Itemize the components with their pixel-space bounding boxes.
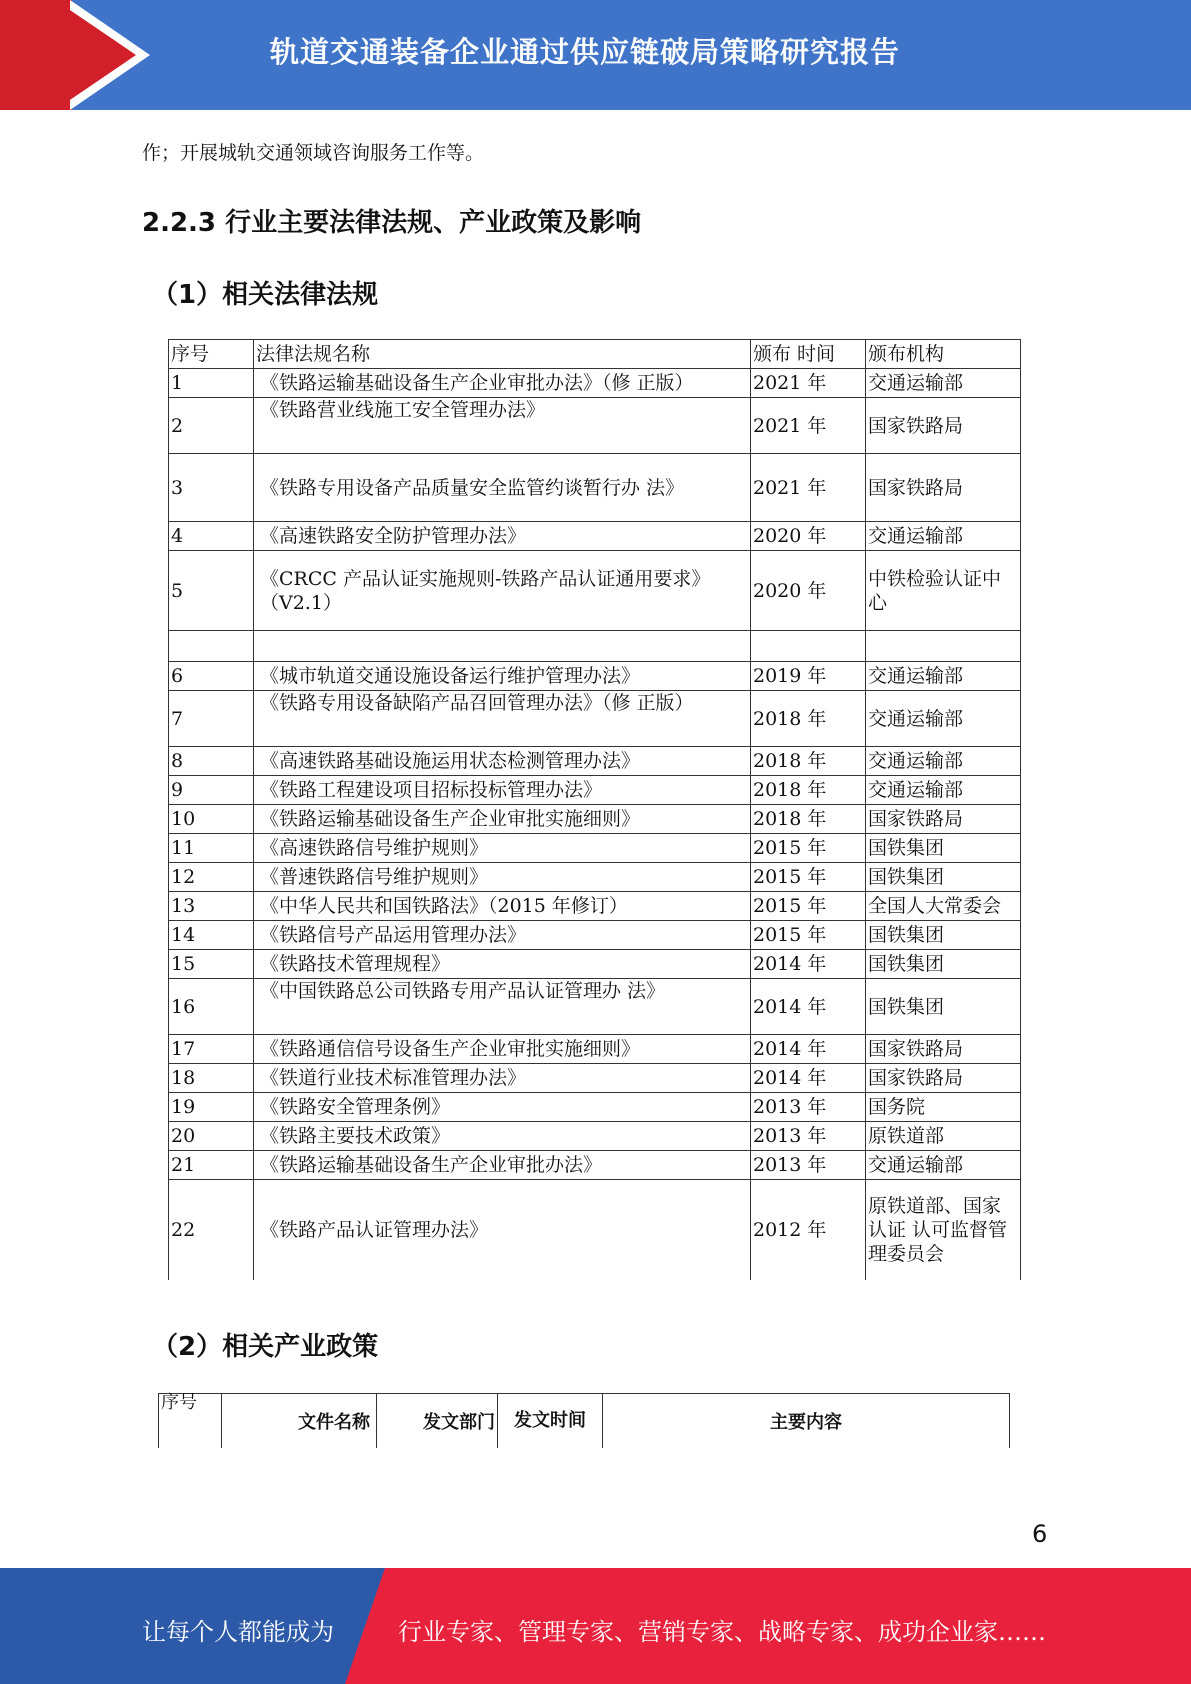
laws-cell: 2020 年 bbox=[751, 551, 866, 631]
laws-table-row bbox=[169, 979, 1021, 1035]
laws-table-row bbox=[169, 1151, 1021, 1180]
laws-table-row bbox=[169, 1035, 1021, 1064]
laws-cell: 2015 年 bbox=[751, 892, 866, 921]
laws-cell: 4 bbox=[169, 522, 254, 551]
laws-cell: 《铁路技术管理规程》 bbox=[254, 950, 751, 979]
laws-cell: 国铁集团 bbox=[866, 863, 1021, 892]
laws-table-row bbox=[169, 1064, 1021, 1093]
laws-cell: 2021 年 bbox=[751, 398, 866, 454]
laws-cell: 《铁路专用设备产品质量安全监管约谈暂行办 法》 bbox=[254, 454, 751, 522]
laws-cell: 15 bbox=[169, 950, 254, 979]
laws-cell: 交通运输部 bbox=[866, 776, 1021, 805]
laws-cell: 6 bbox=[169, 662, 254, 691]
laws-cell: 原铁道部、国家认证 认可监督管理委员会 bbox=[866, 1180, 1021, 1280]
laws-cell: 中铁检验认证中心 bbox=[866, 551, 1021, 631]
subsection-title-laws: （1）相关法律法规 bbox=[152, 280, 379, 310]
policy-header-name: 文件名称 bbox=[222, 1394, 377, 1449]
laws-cell: 《铁路运输基础设备生产企业审批办法》 bbox=[254, 1151, 751, 1180]
laws-table-row bbox=[169, 805, 1021, 834]
laws-cell: 2021 年 bbox=[751, 454, 866, 522]
laws-cell: 《CRCC 产品认证实施规则-铁路产品认证通用要求》（V2.1） bbox=[254, 551, 751, 631]
laws-cell bbox=[254, 631, 751, 662]
laws-cell: 国铁集团 bbox=[866, 921, 1021, 950]
laws-cell: 《铁路信号产品运用管理办法》 bbox=[254, 921, 751, 950]
laws-cell: 《高速铁路安全防护管理办法》 bbox=[254, 522, 751, 551]
laws-cell: 3 bbox=[169, 454, 254, 522]
laws-cell: 2018 年 bbox=[751, 691, 866, 747]
laws-cell: 《铁路通信信号设备生产企业审批实施细则》 bbox=[254, 1035, 751, 1064]
laws-cell: 《铁路专用设备缺陷产品召回管理办法》（修 正版） bbox=[254, 691, 751, 747]
laws-cell: 2018 年 bbox=[751, 805, 866, 834]
policy-table bbox=[158, 1393, 1010, 1448]
laws-cell: 《中国铁路总公司铁路专用产品认证管理办 法》 bbox=[254, 979, 751, 1035]
subsection-title-policies: （2）相关产业政策 bbox=[152, 1332, 379, 1362]
footer-right-text: 行业专家、管理专家、营销专家、战略专家、成功企业家…… bbox=[398, 1618, 1046, 1646]
laws-cell: 原铁道部 bbox=[866, 1122, 1021, 1151]
laws-cell: 2015 年 bbox=[751, 834, 866, 863]
laws-header-cell: 序号 bbox=[169, 340, 254, 369]
laws-table-row bbox=[169, 398, 1021, 454]
laws-cell: 22 bbox=[169, 1180, 254, 1280]
policy-header-index: 序号 bbox=[159, 1394, 222, 1449]
laws-cell: 2013 年 bbox=[751, 1122, 866, 1151]
laws-table-row bbox=[169, 631, 1021, 662]
laws-table-header-row bbox=[169, 340, 1021, 369]
laws-cell: 交通运输部 bbox=[866, 747, 1021, 776]
laws-cell: 7 bbox=[169, 691, 254, 747]
laws-cell: 《铁路主要技术政策》 bbox=[254, 1122, 751, 1151]
laws-cell: 交通运输部 bbox=[866, 369, 1021, 398]
laws-cell: 2012 年 bbox=[751, 1180, 866, 1280]
page-number: 6 bbox=[1032, 1520, 1048, 1548]
page-footer bbox=[0, 1568, 1191, 1684]
footer-left-text: 让每个人都能成为 bbox=[142, 1618, 334, 1646]
laws-cell: 《高速铁路信号维护规则》 bbox=[254, 834, 751, 863]
laws-cell: 国家铁路局 bbox=[866, 1035, 1021, 1064]
laws-cell: 《中华人民共和国铁路法》（2015 年修订） bbox=[254, 892, 751, 921]
laws-cell: 《铁路营业线施工安全管理办法》 bbox=[254, 398, 751, 454]
laws-table-row bbox=[169, 776, 1021, 805]
intro-text: 作；开展城轨交通领域咨询服务工作等。 bbox=[142, 142, 485, 164]
laws-cell: 国铁集团 bbox=[866, 979, 1021, 1035]
laws-cell: 9 bbox=[169, 776, 254, 805]
laws-cell: 国铁集团 bbox=[866, 950, 1021, 979]
laws-cell: 交通运输部 bbox=[866, 1151, 1021, 1180]
laws-header-cell: 颁布机构 bbox=[866, 340, 1021, 369]
laws-header-cell: 法律法规名称 bbox=[254, 340, 751, 369]
laws-table-row bbox=[169, 551, 1021, 631]
laws-cell: 《铁路产品认证管理办法》 bbox=[254, 1180, 751, 1280]
laws-cell: 10 bbox=[169, 805, 254, 834]
laws-table-row bbox=[169, 691, 1021, 747]
laws-table-row bbox=[169, 921, 1021, 950]
laws-cell: 2014 年 bbox=[751, 1064, 866, 1093]
laws-cell: 13 bbox=[169, 892, 254, 921]
laws-cell bbox=[751, 631, 866, 662]
laws-cell: 《铁路工程建设项目招标投标管理办法》 bbox=[254, 776, 751, 805]
laws-cell bbox=[866, 631, 1021, 662]
laws-cell: 2014 年 bbox=[751, 950, 866, 979]
laws-cell: 2015 年 bbox=[751, 921, 866, 950]
laws-cell: 国家铁路局 bbox=[866, 805, 1021, 834]
laws-cell: 国铁集团 bbox=[866, 834, 1021, 863]
laws-table-row bbox=[169, 863, 1021, 892]
laws-cell: 1 bbox=[169, 369, 254, 398]
laws-cell: 5 bbox=[169, 551, 254, 631]
policy-header-date: 发文时间 bbox=[498, 1394, 603, 1449]
laws-cell: 2013 年 bbox=[751, 1151, 866, 1180]
laws-table bbox=[168, 339, 1021, 1280]
laws-cell: 《铁路运输基础设备生产企业审批办法》（修 正版） bbox=[254, 369, 751, 398]
laws-table-row bbox=[169, 1122, 1021, 1151]
laws-cell: 交通运输部 bbox=[866, 662, 1021, 691]
laws-cell: 11 bbox=[169, 834, 254, 863]
laws-cell: 2013 年 bbox=[751, 1093, 866, 1122]
section-title: 2.2.3 行业主要法律法规、产业政策及影响 bbox=[142, 208, 642, 238]
laws-table-row bbox=[169, 522, 1021, 551]
laws-cell: 16 bbox=[169, 979, 254, 1035]
laws-cell: 12 bbox=[169, 863, 254, 892]
laws-cell: 国务院 bbox=[866, 1093, 1021, 1122]
laws-cell: 2 bbox=[169, 398, 254, 454]
laws-cell: 2018 年 bbox=[751, 747, 866, 776]
laws-cell: 17 bbox=[169, 1035, 254, 1064]
policy-table-header-row bbox=[159, 1394, 1010, 1449]
laws-table-row bbox=[169, 662, 1021, 691]
laws-cell: 20 bbox=[169, 1122, 254, 1151]
header-red-chevron bbox=[64, 6, 136, 104]
footer-slant bbox=[345, 1568, 385, 1684]
laws-cell: 19 bbox=[169, 1093, 254, 1122]
laws-table-row bbox=[169, 950, 1021, 979]
laws-cell: 《普速铁路信号维护规则》 bbox=[254, 863, 751, 892]
laws-cell: 国家铁路局 bbox=[866, 1064, 1021, 1093]
laws-table-row bbox=[169, 834, 1021, 863]
header-red-block bbox=[0, 0, 72, 110]
laws-cell: 国家铁路局 bbox=[866, 454, 1021, 522]
laws-cell: 2014 年 bbox=[751, 979, 866, 1035]
laws-cell: 2019 年 bbox=[751, 662, 866, 691]
policy-header-content: 主要内容 bbox=[603, 1394, 1010, 1449]
laws-cell bbox=[169, 631, 254, 662]
laws-cell: 8 bbox=[169, 747, 254, 776]
laws-cell: 14 bbox=[169, 921, 254, 950]
laws-cell: 21 bbox=[169, 1151, 254, 1180]
header-title: 轨道交通装备企业通过供应链破局策略研究报告 bbox=[270, 35, 901, 69]
laws-cell: 交通运输部 bbox=[866, 522, 1021, 551]
laws-cell: 2015 年 bbox=[751, 863, 866, 892]
laws-cell: 交通运输部 bbox=[866, 691, 1021, 747]
laws-cell: 2014 年 bbox=[751, 1035, 866, 1064]
laws-cell: 《城市轨道交通设施设备运行维护管理办法》 bbox=[254, 662, 751, 691]
laws-cell: 《铁道行业技术标准管理办法》 bbox=[254, 1064, 751, 1093]
laws-cell: 《高速铁路基础设施运用状态检测管理办法》 bbox=[254, 747, 751, 776]
laws-cell: 国家铁路局 bbox=[866, 398, 1021, 454]
laws-cell: 2018 年 bbox=[751, 776, 866, 805]
laws-cell: 18 bbox=[169, 1064, 254, 1093]
laws-table-row bbox=[169, 892, 1021, 921]
laws-table-row bbox=[169, 1180, 1021, 1280]
laws-table-row bbox=[169, 1093, 1021, 1122]
page-header bbox=[0, 0, 1191, 110]
laws-cell: 全国人大常委会 bbox=[866, 892, 1021, 921]
laws-header-cell: 颁布 时间 bbox=[751, 340, 866, 369]
laws-table-row bbox=[169, 747, 1021, 776]
laws-cell: 《铁路安全管理条例》 bbox=[254, 1093, 751, 1122]
laws-cell: 《铁路运输基础设备生产企业审批实施细则》 bbox=[254, 805, 751, 834]
laws-table-row bbox=[169, 454, 1021, 522]
laws-cell: 2021 年 bbox=[751, 369, 866, 398]
laws-cell: 2020 年 bbox=[751, 522, 866, 551]
laws-table-row bbox=[169, 369, 1021, 398]
policy-header-dept: 发文部门 bbox=[377, 1394, 498, 1449]
